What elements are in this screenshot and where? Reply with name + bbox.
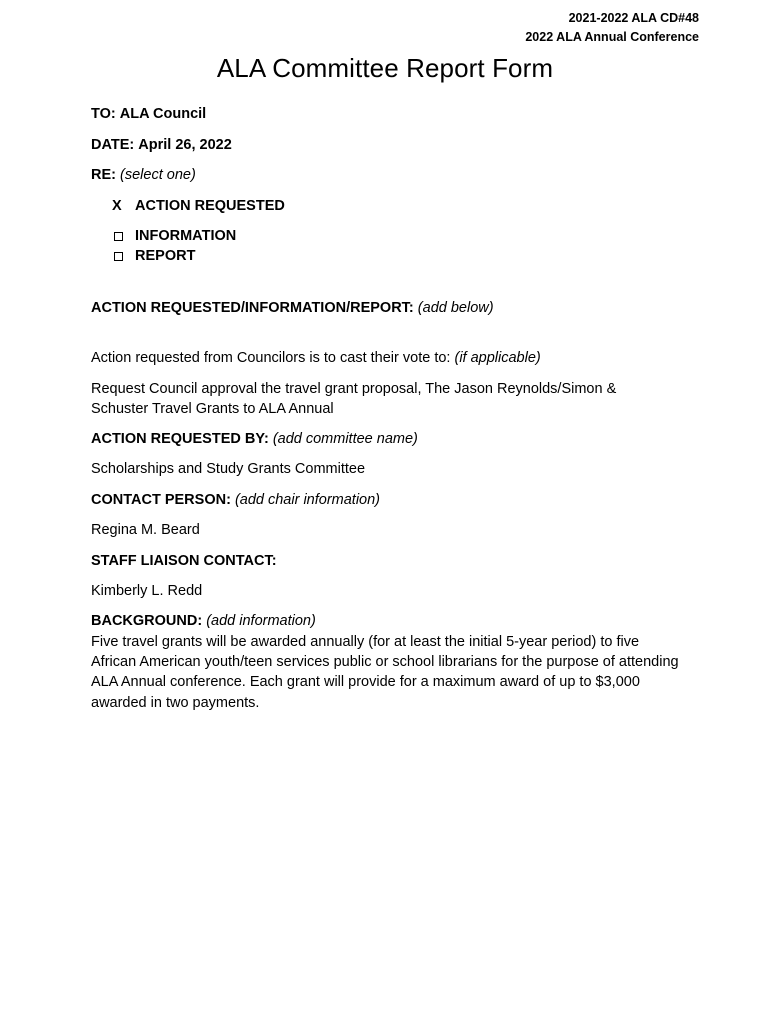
- air-hint: (add below): [417, 300, 494, 316]
- re-line: [91, 165, 196, 185]
- option-label: REPORT: [135, 248, 196, 264]
- contact-line: [91, 490, 380, 510]
- air-label: ACTION REQUESTED/INFORMATION/REPORT:: [91, 300, 414, 316]
- action-by-line: [91, 429, 418, 449]
- option-label: ACTION REQUESTED: [135, 198, 285, 214]
- re-label: RE:: [91, 167, 116, 183]
- re-hint: (select one): [120, 167, 196, 183]
- contact-value: Regina M. Beard: [91, 522, 200, 538]
- document-header: [525, 9, 699, 47]
- checkbox-icon[interactable]: [114, 232, 123, 241]
- selected-x-mark: X: [112, 198, 122, 214]
- background-hint: (add information): [206, 613, 316, 629]
- background-line: [91, 611, 316, 631]
- checkbox-icon[interactable]: [114, 252, 123, 261]
- staff-value: Kimberly L. Redd: [91, 583, 203, 599]
- to-value: ALA Council: [119, 106, 207, 122]
- to-line: [91, 104, 206, 124]
- air-line: [91, 298, 494, 318]
- action-intro-hint: (if applicable): [454, 350, 541, 366]
- background-text: Five travel grants will be awarded annually (for at least the initial 5-year period) to five African American youth/teen services public or school librarians for the purpose of attending ALA Annual conference. Each grant will provide for a maximum award of up to $3,000 awarded in two payments.: [91, 634, 679, 711]
- action-intro-text: Action requested from Councilors is to cast their vote to:: [91, 350, 451, 366]
- page-title: ALA Committee Report Form: [216, 53, 554, 83]
- date-label: DATE:: [91, 137, 135, 153]
- to-label: TO:: [91, 106, 116, 122]
- conference-name: 2022 ALA Annual Conference: [525, 30, 699, 44]
- date-value: April 26, 2022: [138, 137, 232, 153]
- option-label: INFORMATION: [135, 228, 237, 244]
- document-number: 2021-2022 ALA CD#48: [568, 11, 699, 25]
- action-by-hint: (add committee name): [272, 431, 418, 447]
- staff-label: STAFF LIAISON CONTACT:: [91, 553, 277, 569]
- staff-line: [91, 551, 277, 571]
- date-line: [91, 135, 232, 155]
- contact-label: CONTACT PERSON:: [91, 492, 231, 508]
- action-intro-line: [91, 348, 541, 368]
- action-by-value: Scholarships and Study Grants Committee: [91, 461, 366, 477]
- action-by-label: ACTION REQUESTED BY:: [91, 431, 269, 447]
- background-label: BACKGROUND:: [91, 613, 203, 629]
- request-text: Request Council approval the travel grant proposal, The Jason Reynolds/Simon & Schuster Travel Grants to ALA Annual: [91, 381, 617, 418]
- contact-hint: (add chair information): [234, 492, 381, 508]
